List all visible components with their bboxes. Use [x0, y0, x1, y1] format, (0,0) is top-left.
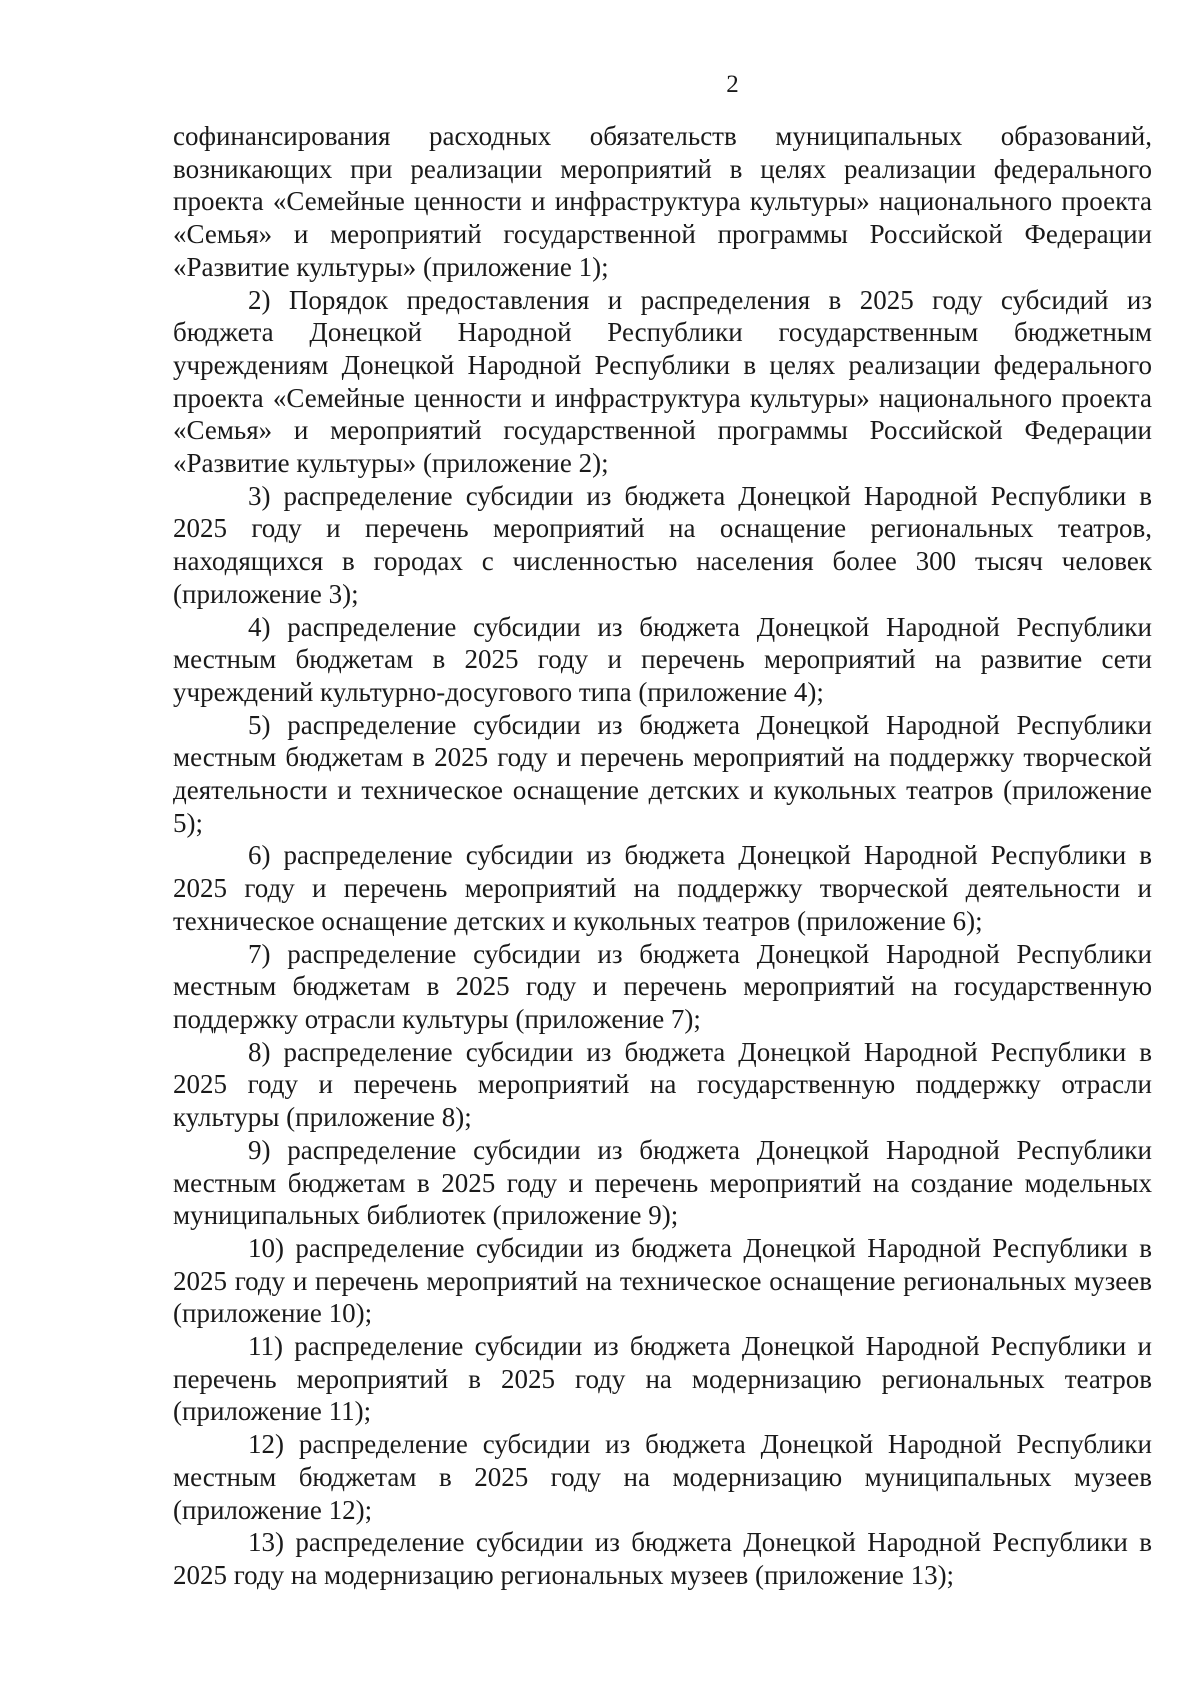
list-item-8: 8) распределение субсидии из бюджета Донецкой Народной Республики в 2025 году и перечень мероприятий на государственную поддержку отрасли культуры (приложение 8);	[173, 1036, 1152, 1133]
list-item-3: 3) распределение субсидии из бюджета Донецкой Народной Республики в 2025 году и перечень мероприятий на оснащение региональных театров, находящихся в городах с численностью населения более 300 тысяч человек (приложение 3);	[173, 480, 1152, 609]
list-item-7: 7) распределение субсидии из бюджета Донецкой Народной Республики местным бюджетам в 2025 году и перечень мероприятий на государственную поддержку отрасли культуры (приложение 7);	[173, 938, 1152, 1034]
paragraph-continuation: софинансирования расходных обязательств муниципальных образований, возникающих при реализации мероприятий в целях реализации федерального проекта «Семейные ценности и инфраструктура культуры» национального проекта «Семья» и мероприятий государственной программы Российской Федерации «Развитие культуры» (приложение 1);	[173, 121, 1152, 282]
page-number: 2	[726, 71, 739, 98]
list-item-13: 13) распределение субсидии из бюджета Донецкой Народной Республики в 2025 году на модернизацию региональных музеев (приложение 13);	[173, 1527, 1152, 1590]
list-item-5: 5) распределение субсидии из бюджета Донецкой Народной Республики местным бюджетам в 2025 году и перечень мероприятий на поддержку творческой деятельности и техническое оснащение детских и кукольных театров (приложение 5);	[173, 709, 1152, 838]
list-item-4: 4) распределение субсидии из бюджета Донецкой Народной Республики местным бюджетам в 2025 году и перечень мероприятий на развитие сети учреждений культурно-досугового типа (приложение 4);	[173, 611, 1152, 707]
list-item-6: 6) распределение субсидии из бюджета Донецкой Народной Республики в 2025 году и перечень мероприятий на поддержку творческой деятельности и техническое оснащение детских и кукольных театров (приложение 6);	[173, 840, 1152, 936]
list-item-11: 11) распределение субсидии из бюджета Донецкой Народной Республики и перечень мероприятий в 2025 году на модернизацию региональных театров (приложение 11);	[173, 1331, 1152, 1427]
list-item-12: 12) распределение субсидии из бюджета Донецкой Народной Республики местным бюджетам в 2025 году на модернизацию муниципальных музеев (приложение 12);	[173, 1429, 1152, 1525]
list-item-9: 9) распределение субсидии из бюджета Донецкой Народной Республики местным бюджетам в 2025 году и перечень мероприятий на создание модельных муниципальных библиотек (приложение 9);	[173, 1134, 1152, 1231]
list-item-10: 10) распределение субсидии из бюджета Донецкой Народной Республики в 2025 году и перечень мероприятий на техническое оснащение региональных музеев (приложение 10);	[173, 1232, 1152, 1329]
list-item-2: 2) Порядок предоставления и распределения в 2025 году субсидий из бюджета Донецкой Народной Республики государственным бюджетным учреждениям Донецкой Народной Республики в целях реализации федерального проекта «Семейные ценности и инфраструктура культуры» национального проекта «Семья» и мероприятий государственной программы Российской Федерации «Развитие культуры» (приложение 2);	[173, 284, 1152, 479]
document-body	[173, 120, 1152, 1592]
